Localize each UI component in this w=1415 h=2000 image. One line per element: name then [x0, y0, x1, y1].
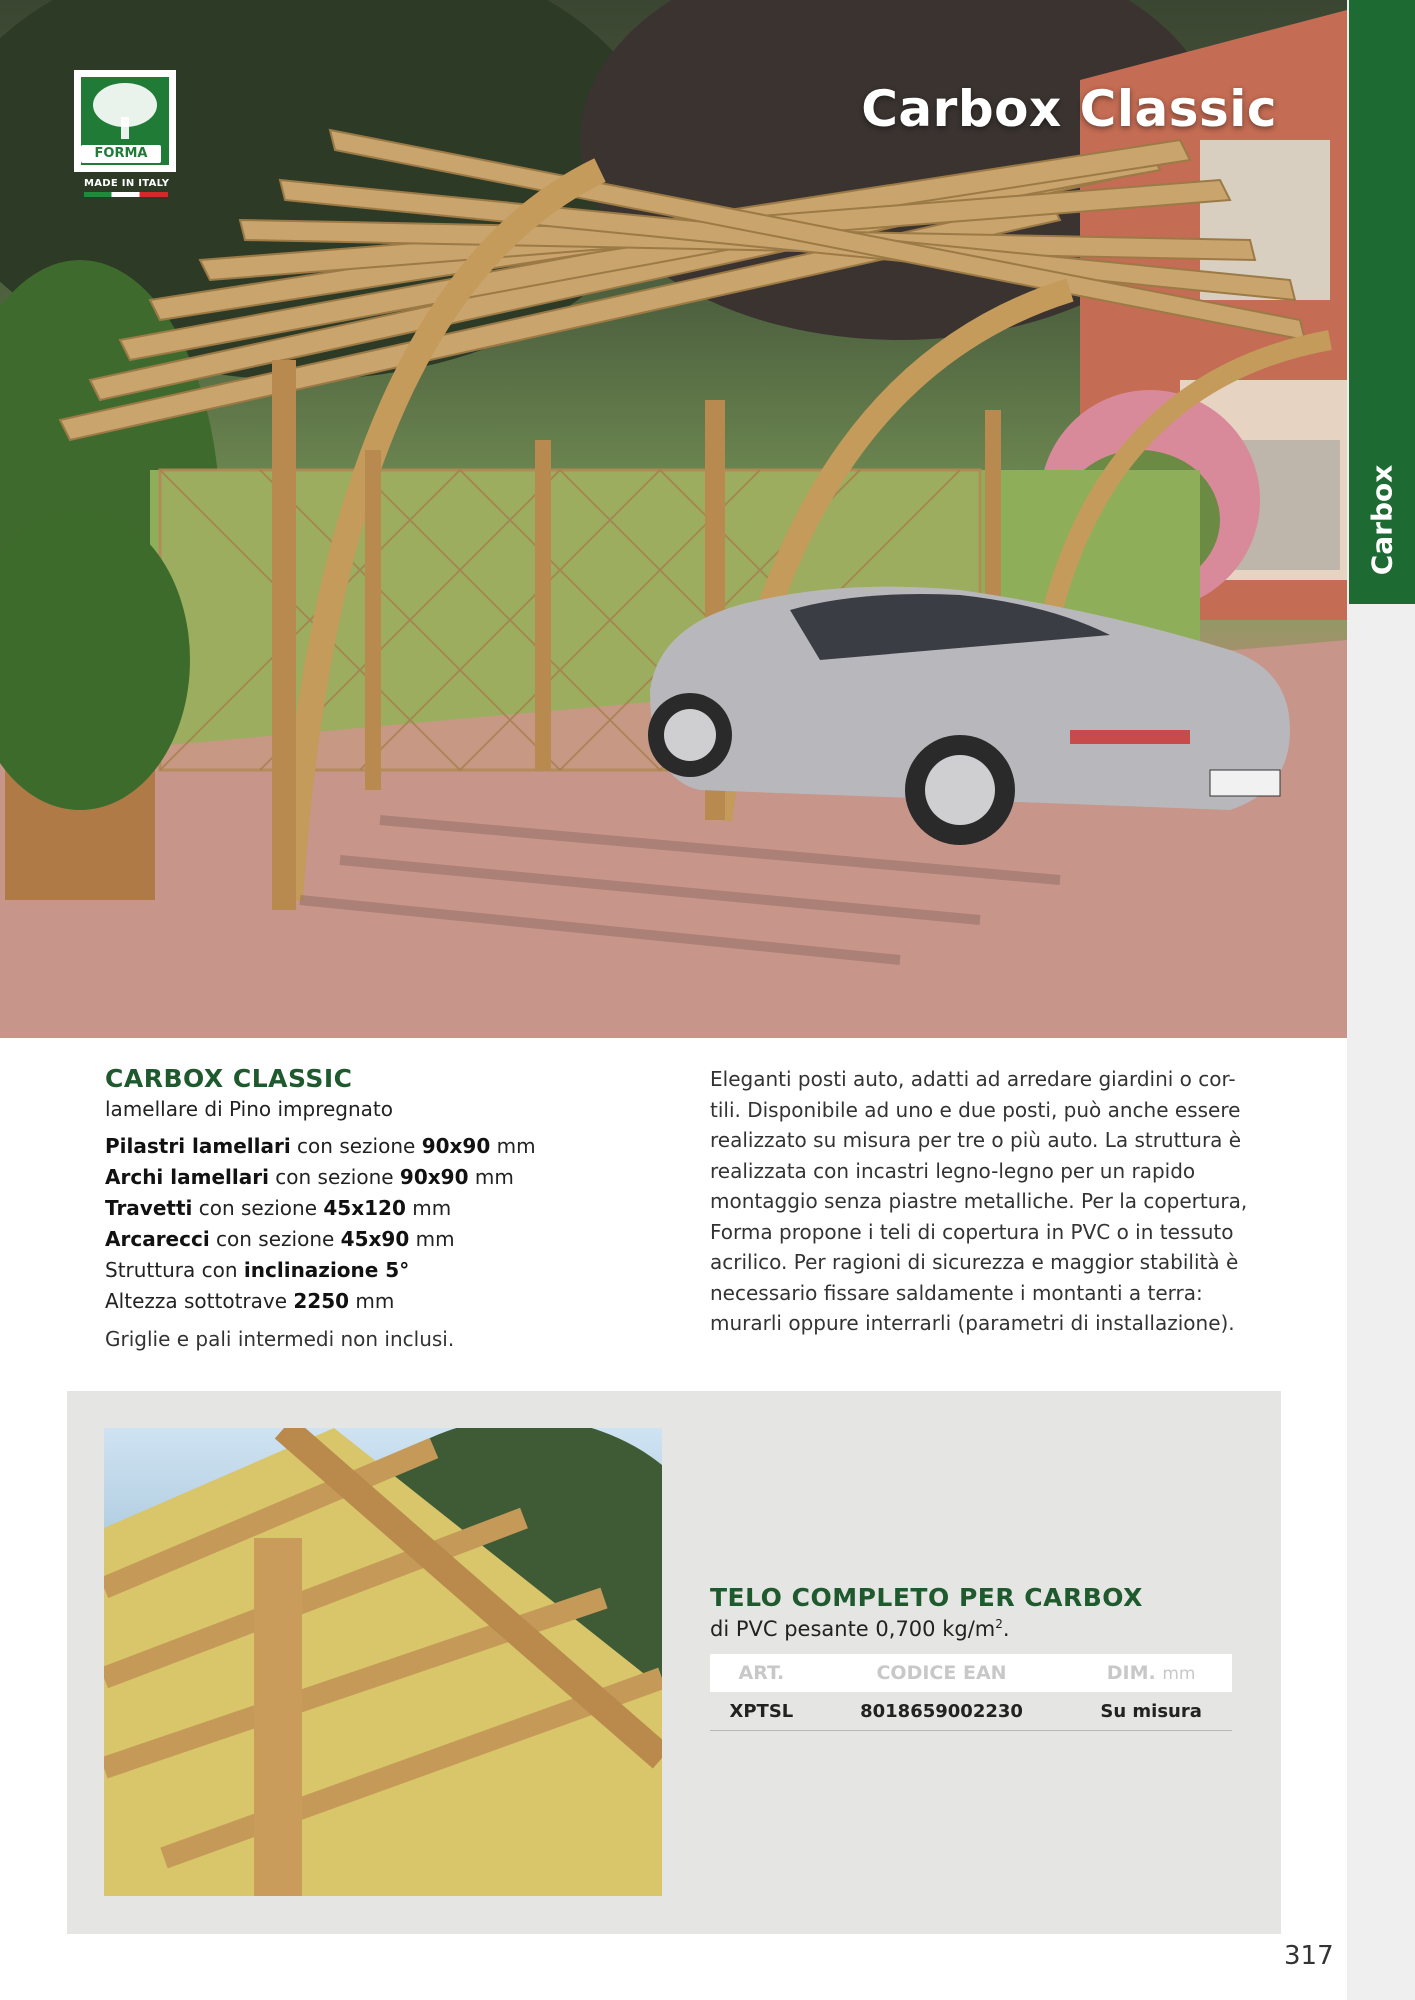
hero-photo [0, 0, 1347, 1038]
product-description: Eleganti posti auto, adatti ad arredare giardini o cor-tili. Disponibile ad uno e due posti, può anche essere realizzato su misura per tre o più auto. La struttura è realizzata con incastri legno-legno per un rapido montaggio senza piastre metalliche. Per la copertura, Forma propone i teli di copertura in PVC o in tessuto acrilico. Per ragioni di sicurezza e maggior stabilità è necessario fissare saldamente i montanti a terra: murarli oppure interrarli (parametri di installazione). [710, 1067, 1248, 1335]
cell-ean: 8018659002230 [813, 1692, 1070, 1731]
spec-line: Travetti con sezione 45x120 mm [105, 1196, 452, 1220]
cell-art: XPTSL [710, 1692, 813, 1731]
product-specs [105, 1064, 665, 1351]
accessory-photo [104, 1428, 662, 1896]
accessory-table [710, 1654, 1232, 1731]
spec-line: Altezza sottotrave 2250 mm [105, 1289, 395, 1313]
accessory-title: TELO COMPLETO PER CARBOX [710, 1583, 1143, 1612]
column-header-ean: CODICE EAN [813, 1654, 1070, 1692]
italy-flag-icon [84, 192, 168, 197]
page-title: Carbox Classic [861, 80, 1277, 138]
section-tab-label-box [1349, 440, 1415, 600]
logo-text: FORMA [81, 145, 161, 163]
accessory-subtitle: di PVC pesante 0,700 $kg/m^2$. [710, 1617, 1010, 1641]
spec-line: Pilastri lamellari con sezione 90x90 mm [105, 1134, 536, 1158]
table-row [710, 1692, 1232, 1731]
page-number: 317 [1284, 1941, 1334, 1971]
column-header-dim: DIM. mm [1070, 1654, 1232, 1692]
table-header-row [710, 1654, 1232, 1692]
column-header-art: ART. [710, 1654, 813, 1692]
cell-dim: Su misura [1070, 1692, 1232, 1731]
spec-line: Struttura con inclinazione 5° [105, 1258, 410, 1282]
forma-logo [74, 70, 176, 172]
product-note: Griglie e pali intermedi non inclusi. [105, 1327, 455, 1351]
product-subtitle: lamellare di Pino impregnato [105, 1097, 393, 1121]
product-title: CARBOX CLASSIC [105, 1064, 353, 1093]
section-tab-label: Carbox [1365, 464, 1399, 576]
carport-illustration [0, 0, 1347, 1038]
spec-line: Arcarecci con sezione 45x90 mm [105, 1227, 455, 1251]
made-in-italy: MADE IN ITALY [84, 178, 170, 189]
spec-line: Archi lamellari con sezione 90x90 mm [105, 1165, 514, 1189]
